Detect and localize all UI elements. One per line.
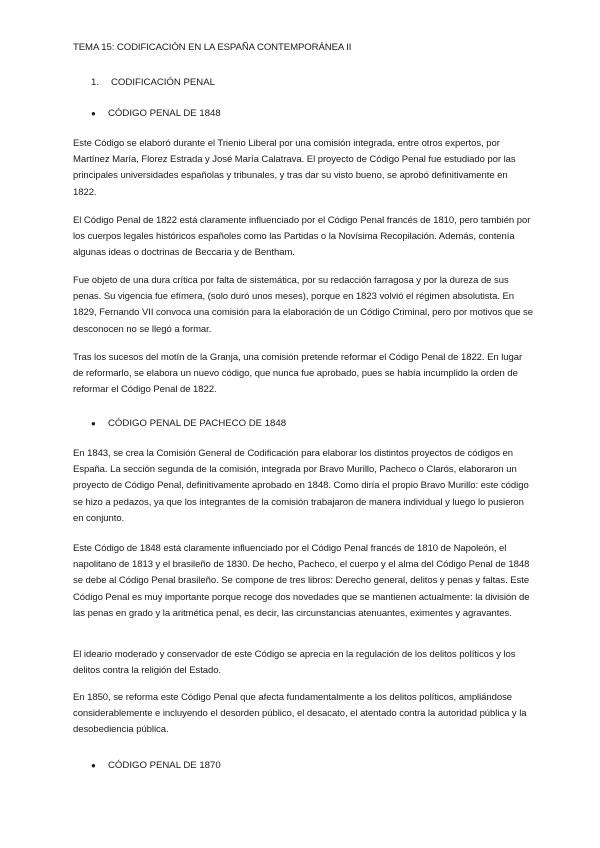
section-heading — [91, 77, 215, 88]
bullet-heading — [91, 418, 286, 429]
bullet-dot-icon: ● — [91, 761, 96, 770]
paragraph: En 1843, se crea la Comisión General de Codificación para elaborar los distintos proyectos de códigos en España. La sección segunda de la comisión, integrada por Bravo Murillo, Pacheco o Clarós, elaboraron un proyecto de Código Penal, definitivamente aprobado en 1848. Como diría el propio Bravo Murillo: este código se hizo a pedazos, ya que los integrantes de la comisión trabajaron de manera individual y luego lo pusieron en conjunto. — [73, 448, 529, 524]
bullet-label: CÓDIGO PENAL DE 1848 — [108, 108, 221, 119]
bullet-label: CÓDIGO PENAL DE 1870 — [108, 760, 221, 771]
paragraph: El ideario moderado y conservador de este Código se aprecia en la regulación de los delitos políticos y los delitos contra la religión del Estado. — [73, 649, 516, 677]
bullet-heading — [91, 108, 221, 119]
paragraph: Este Código se elaboró durante el Trienio Liberal por una comisión integrada, entre otros expertos, por Martínez María, Florez Estrada y José María Calatrava. El proyecto de Código Penal fue estudiado por las principales universidades españolas y tribunales, y tras dar su visto bueno, se aprobó definitivamente en 1822. — [73, 138, 516, 198]
paragraph: Fue objeto de una dura crítica por falta de sistemática, por su redacción farragosa y por la dureza de sus penas. Su vigencia fue efímera, (solo duró unos meses), porque en 1823 volvió el régimen absolutista. En 1829, Fernando VII convoca una comisión para la elaboración de un Código Criminal, pero por motivos que se desconocen no se llegó a formar. — [73, 275, 533, 335]
document-title: TEMA 15: CODIFICACIÓN EN LA ESPAÑA CONTEMPORÁNEA II — [73, 42, 352, 53]
bullet-dot-icon: ● — [91, 109, 96, 118]
section-number: 1. — [91, 77, 100, 88]
paragraph: El Código Penal de 1822 está claramente influenciado por el Código Penal francés de 1810, pero también por los cuerpos legales históricos españoles como las Partidas o la Novísima Recopilación. Además, contenía algunas ideas o doctrinas de Beccaria y de Bentham. — [73, 215, 531, 259]
paragraph: En 1850, se reforma este Código Penal que afecta fundamentalmente a los delitos políticos, ampliándose considerablemente e incluyendo el desorden público, el desacato, el atentado contra la autoridad pública y la desobediencia pública. — [73, 692, 527, 736]
paragraph: Este Código de 1848 está claramente influenciado por el Código Penal francés de 1810 de Napoleón, el napolitano de 1813 y el brasileño de 1830. De hecho, Pacheco, el cuerpo y el alma del Código Penal de 1848 se debe al Código Penal brasileño. Se compone de tres libros: Derecho general, delitos y penas y faltas. Este Código Penal es muy importante porque recoge dos novedades que se mantienen actualmente: la división de las penas en grado y la aritmética penal, es decir, las circunstancias atenuantes, eximentes y agravantes. — [73, 543, 530, 619]
section-label: CODIFICACIÓN PENAL — [111, 77, 215, 88]
bullet-label: CÓDIGO PENAL DE PACHECO DE 1848 — [108, 418, 287, 429]
bullet-heading — [91, 760, 221, 771]
bullet-dot-icon: ● — [91, 419, 96, 428]
paragraph: Tras los sucesos del motín de la Granja, una comisión pretende reformar el Código Penal de 1822. En lugar de reformarlo, se elabora un nuevo código, que nunca fue aprobado, pues se había incumplido la orden de reformar el Código Penal de 1822. — [73, 352, 523, 396]
